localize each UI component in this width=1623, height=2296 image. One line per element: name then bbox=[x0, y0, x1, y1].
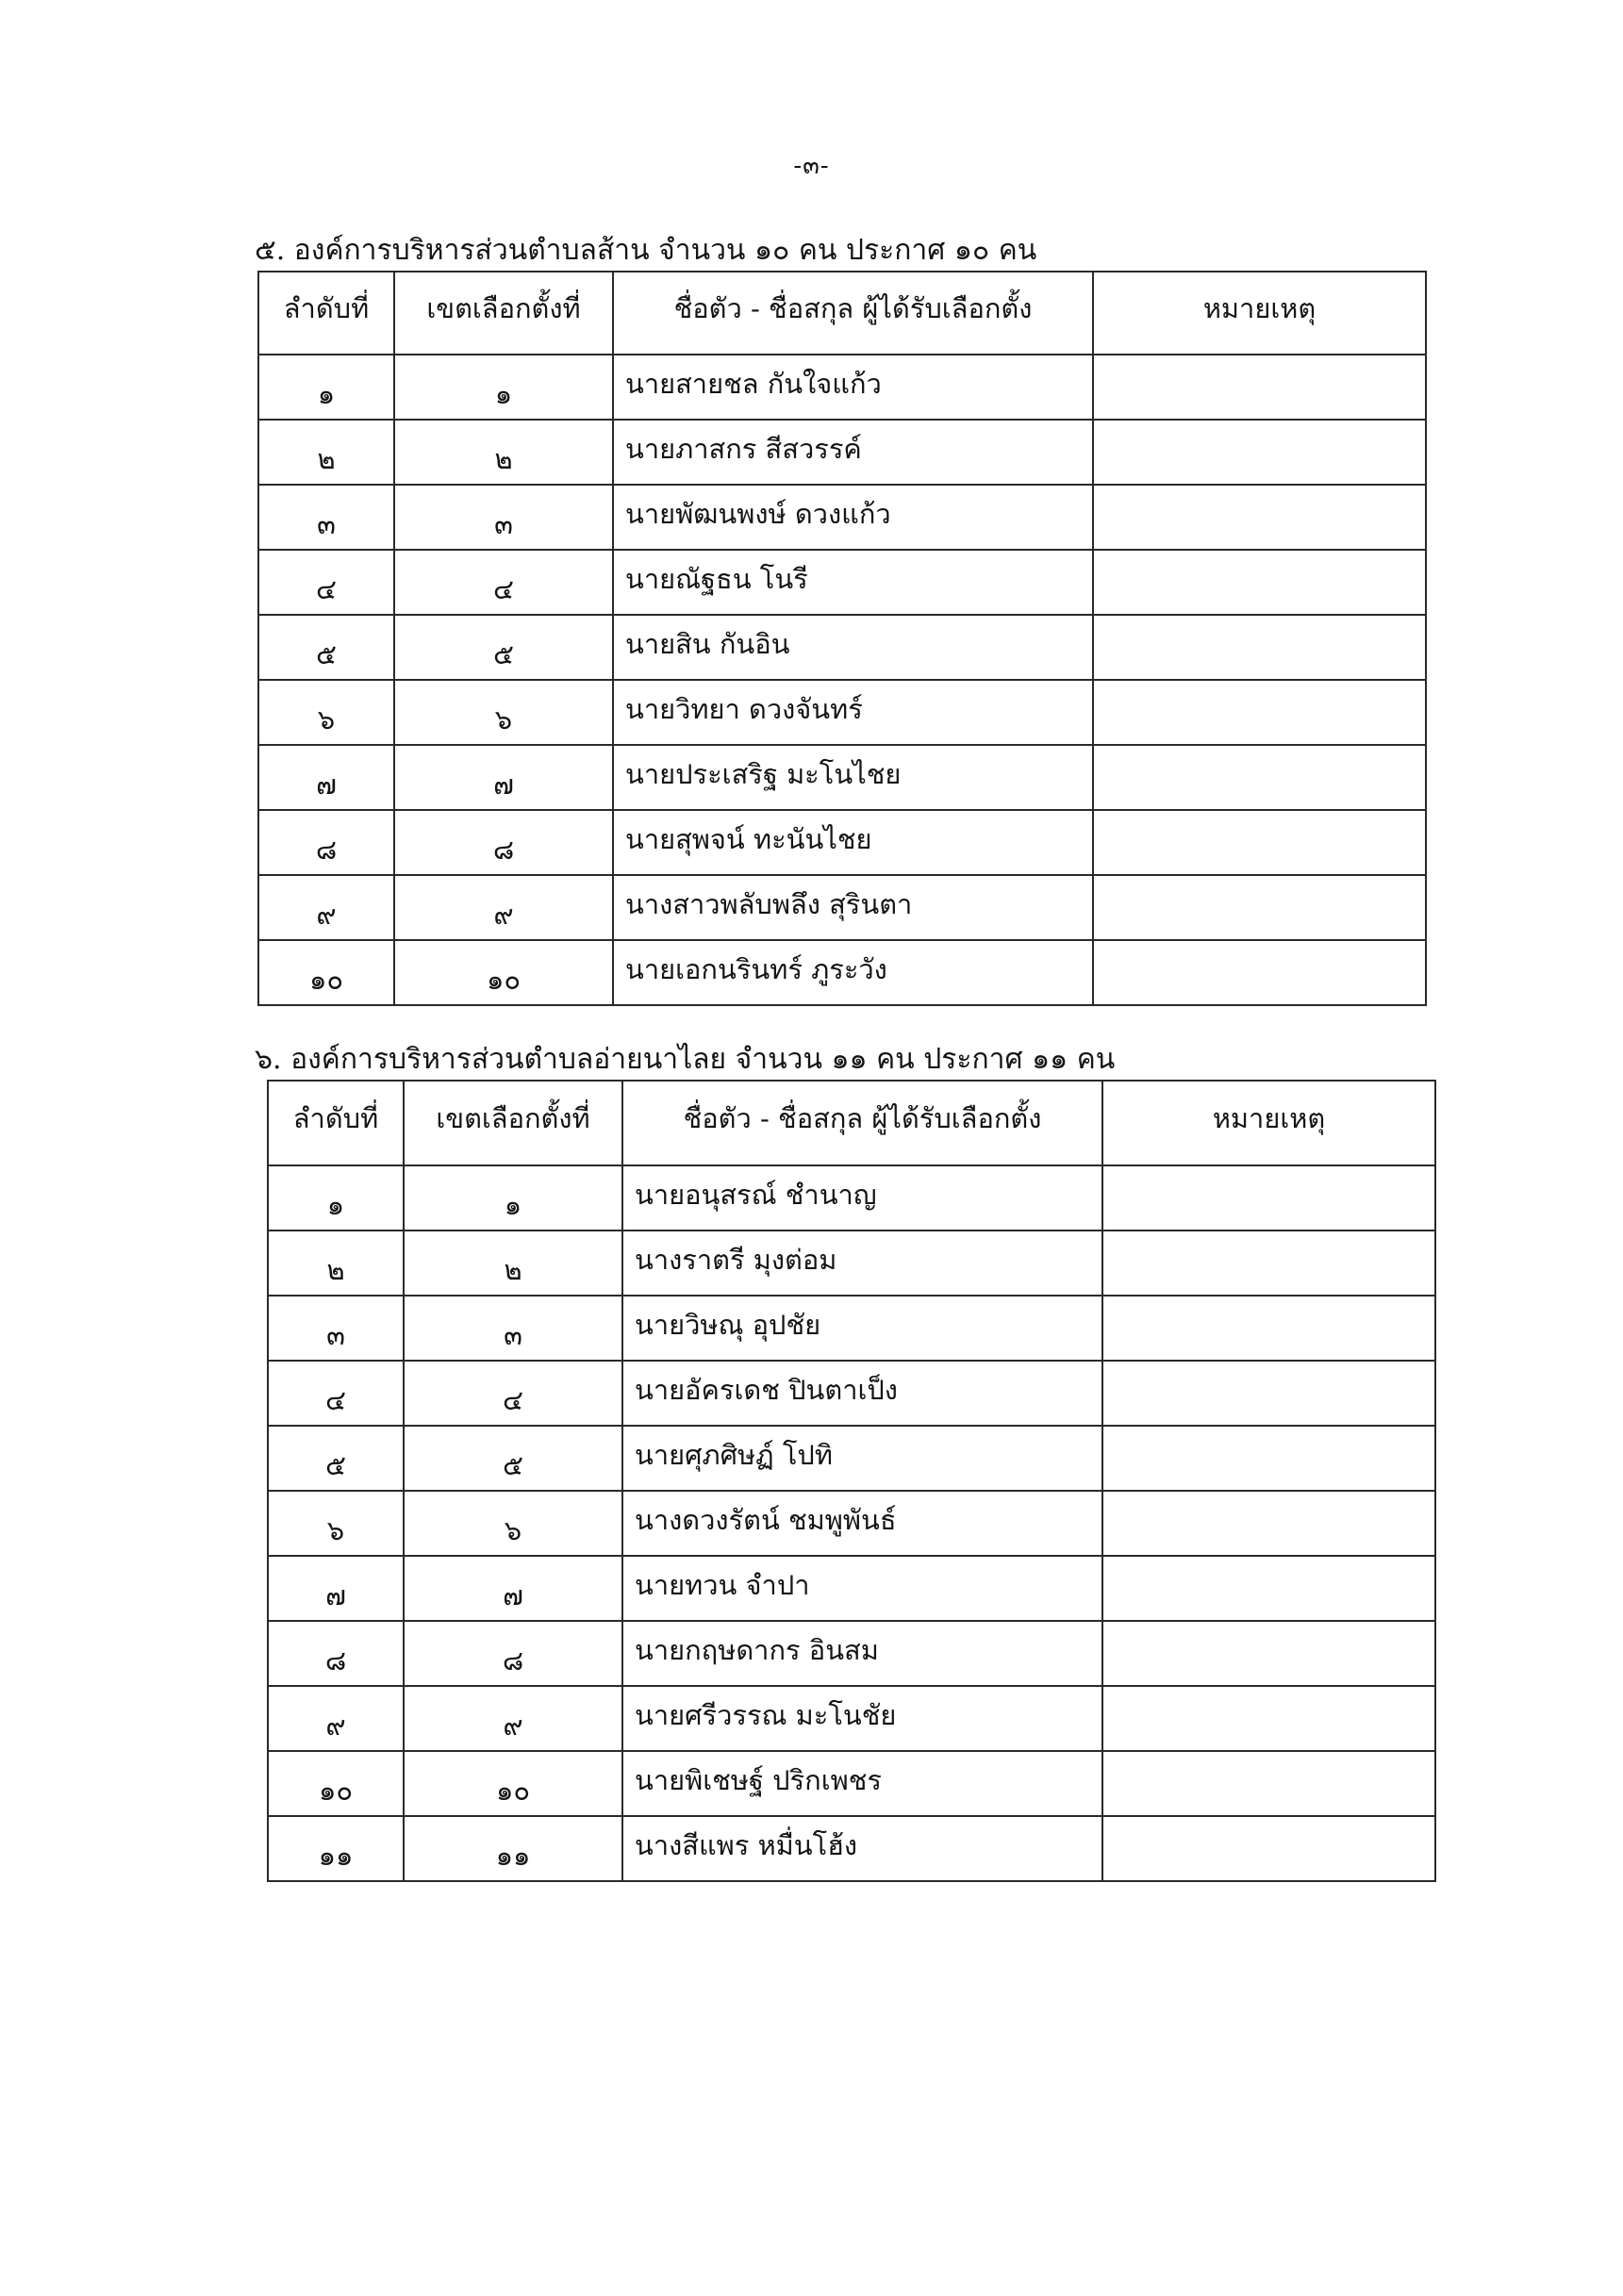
district-cell: ๙ bbox=[404, 1686, 622, 1751]
name-cell: นายวิษณุ อุปชัย bbox=[622, 1296, 1102, 1361]
table-row bbox=[258, 485, 1426, 550]
order-cell: ๙ bbox=[258, 875, 394, 940]
header-order: ลำดับที่ bbox=[258, 272, 394, 355]
table-row bbox=[258, 745, 1426, 810]
section-heading-5: ๕. องค์การบริหารส่วนตำบลส้าน จำนวน ๑๐ คน ประกาศ ๑๐ คน bbox=[255, 234, 1037, 267]
order-cell: ๔ bbox=[258, 550, 394, 615]
table-row bbox=[268, 1621, 1435, 1686]
remark-cell bbox=[1093, 810, 1426, 875]
table-row bbox=[268, 1686, 1435, 1751]
order-cell: ๑๑ bbox=[268, 1816, 404, 1881]
name-cell: นางสีแพร หมื่นโฮ้ง bbox=[622, 1816, 1102, 1881]
district-cell: ๗ bbox=[404, 1556, 622, 1621]
order-cell: ๓ bbox=[268, 1296, 404, 1361]
order-cell: ๑ bbox=[268, 1165, 404, 1231]
district-cell: ๖ bbox=[404, 1491, 622, 1556]
remark-cell bbox=[1093, 485, 1426, 550]
remark-cell bbox=[1093, 420, 1426, 485]
header-order: ลำดับที่ bbox=[268, 1081, 404, 1165]
remark-cell bbox=[1093, 615, 1426, 680]
district-cell: ๖ bbox=[394, 680, 613, 745]
name-cell: นายภาสกร สีสวรรค์ bbox=[613, 420, 1093, 485]
order-cell: ๘ bbox=[268, 1621, 404, 1686]
header-name: ชื่อตัว - ชื่อสกุล ผู้ได้รับเลือกตั้ง bbox=[613, 272, 1093, 355]
name-cell: นายกฤษดากร อินสม bbox=[622, 1621, 1102, 1686]
name-cell: นายอัครเดช ปินตาเป็ง bbox=[622, 1361, 1102, 1426]
table-body-5 bbox=[258, 355, 1426, 1005]
order-cell: ๒ bbox=[268, 1231, 404, 1296]
table-row bbox=[268, 1491, 1435, 1556]
order-cell: ๑๐ bbox=[268, 1751, 404, 1816]
table-row bbox=[258, 355, 1426, 420]
remark-cell bbox=[1102, 1231, 1435, 1296]
remark-cell bbox=[1102, 1621, 1435, 1686]
district-cell: ๘ bbox=[394, 810, 613, 875]
name-cell: นายเอกนรินทร์ ภูระวัง bbox=[613, 940, 1093, 1005]
name-cell: นายอนุสรณ์ ชำนาญ bbox=[622, 1165, 1102, 1231]
table-row bbox=[268, 1751, 1435, 1816]
header-district: เขตเลือกตั้งที่ bbox=[394, 272, 613, 355]
order-cell: ๕ bbox=[258, 615, 394, 680]
order-cell: ๓ bbox=[258, 485, 394, 550]
table-row bbox=[258, 875, 1426, 940]
order-cell: ๖ bbox=[258, 680, 394, 745]
table-row bbox=[268, 1231, 1435, 1296]
district-cell: ๑ bbox=[404, 1165, 622, 1231]
name-cell: นายศรีวรรณ มะโนชัย bbox=[622, 1686, 1102, 1751]
district-cell: ๓ bbox=[394, 485, 613, 550]
district-cell: ๕ bbox=[394, 615, 613, 680]
name-cell: นายพัฒนพงษ์ ดวงแก้ว bbox=[613, 485, 1093, 550]
remark-cell bbox=[1093, 355, 1426, 420]
remark-cell bbox=[1102, 1556, 1435, 1621]
district-cell: ๓ bbox=[404, 1296, 622, 1361]
district-cell: ๑๐ bbox=[394, 940, 613, 1005]
district-cell: ๔ bbox=[404, 1361, 622, 1426]
results-table-6 bbox=[267, 1080, 1436, 1882]
district-cell: ๔ bbox=[394, 550, 613, 615]
header-remark: หมายเหตุ bbox=[1093, 272, 1426, 355]
remark-cell bbox=[1102, 1816, 1435, 1881]
remark-cell bbox=[1102, 1361, 1435, 1426]
results-table-5 bbox=[257, 271, 1427, 1006]
remark-cell bbox=[1102, 1426, 1435, 1491]
district-cell: ๑๑ bbox=[404, 1816, 622, 1881]
table-header-row bbox=[258, 272, 1426, 355]
name-cell: นายสุพจน์ ทะนันไชย bbox=[613, 810, 1093, 875]
district-cell: ๙ bbox=[394, 875, 613, 940]
remark-cell bbox=[1093, 940, 1426, 1005]
order-cell: ๗ bbox=[268, 1556, 404, 1621]
name-cell: นางดวงรัตน์ ชมพูพันธ์ bbox=[622, 1491, 1102, 1556]
name-cell: นางสาวพลับพลึง สุรินตา bbox=[613, 875, 1093, 940]
section-heading-6: ๖. องค์การบริหารส่วนตำบลอ่ายนาไลย จำนวน ๑๑ คน ประกาศ ๑๑ คน bbox=[255, 1043, 1116, 1076]
table-row bbox=[258, 810, 1426, 875]
district-cell: ๕ bbox=[404, 1426, 622, 1491]
remark-cell bbox=[1093, 680, 1426, 745]
remark-cell bbox=[1102, 1751, 1435, 1816]
header-district: เขตเลือกตั้งที่ bbox=[404, 1081, 622, 1165]
table-row bbox=[268, 1165, 1435, 1231]
page-number: -๓- bbox=[793, 152, 830, 180]
table-row bbox=[268, 1361, 1435, 1426]
order-cell: ๖ bbox=[268, 1491, 404, 1556]
header-remark: หมายเหตุ bbox=[1102, 1081, 1435, 1165]
order-cell: ๔ bbox=[268, 1361, 404, 1426]
name-cell: นางราตรี มุงต่อม bbox=[622, 1231, 1102, 1296]
table-row bbox=[268, 1296, 1435, 1361]
name-cell: นายสิน กันอิน bbox=[613, 615, 1093, 680]
name-cell: นายวิทยา ดวงจันทร์ bbox=[613, 680, 1093, 745]
district-cell: ๒ bbox=[404, 1231, 622, 1296]
district-cell: ๑๐ bbox=[404, 1751, 622, 1816]
remark-cell bbox=[1093, 745, 1426, 810]
table-row bbox=[268, 1426, 1435, 1491]
remark-cell bbox=[1102, 1296, 1435, 1361]
order-cell: ๘ bbox=[258, 810, 394, 875]
name-cell: นายสายชล กันใจแก้ว bbox=[613, 355, 1093, 420]
remark-cell bbox=[1102, 1686, 1435, 1751]
order-cell: ๑๐ bbox=[258, 940, 394, 1005]
order-cell: ๑ bbox=[258, 355, 394, 420]
remark-cell bbox=[1093, 550, 1426, 615]
table-row bbox=[268, 1816, 1435, 1881]
table-header-row bbox=[268, 1081, 1435, 1165]
name-cell: นายทวน จำปา bbox=[622, 1556, 1102, 1621]
name-cell: นายพิเชษฐ์ ปริกเพชร bbox=[622, 1751, 1102, 1816]
district-cell: ๑ bbox=[394, 355, 613, 420]
district-cell: ๘ bbox=[404, 1621, 622, 1686]
district-cell: ๗ bbox=[394, 745, 613, 810]
name-cell: นายณัฐธน โนรี bbox=[613, 550, 1093, 615]
table-row bbox=[258, 615, 1426, 680]
table-row bbox=[258, 420, 1426, 485]
order-cell: ๒ bbox=[258, 420, 394, 485]
table-body-6 bbox=[268, 1165, 1435, 1881]
remark-cell bbox=[1093, 875, 1426, 940]
order-cell: ๙ bbox=[268, 1686, 404, 1751]
district-cell: ๒ bbox=[394, 420, 613, 485]
header-name: ชื่อตัว - ชื่อสกุล ผู้ได้รับเลือกตั้ง bbox=[622, 1081, 1102, 1165]
remark-cell bbox=[1102, 1491, 1435, 1556]
order-cell: ๕ bbox=[268, 1426, 404, 1491]
table-row bbox=[268, 1556, 1435, 1621]
name-cell: นายประเสริฐ มะโนไชย bbox=[613, 745, 1093, 810]
name-cell: นายศุภศิษฏ์ โปทิ bbox=[622, 1426, 1102, 1491]
table-row bbox=[258, 550, 1426, 615]
remark-cell bbox=[1102, 1165, 1435, 1231]
table-row bbox=[258, 940, 1426, 1005]
order-cell: ๗ bbox=[258, 745, 394, 810]
table-row bbox=[258, 680, 1426, 745]
